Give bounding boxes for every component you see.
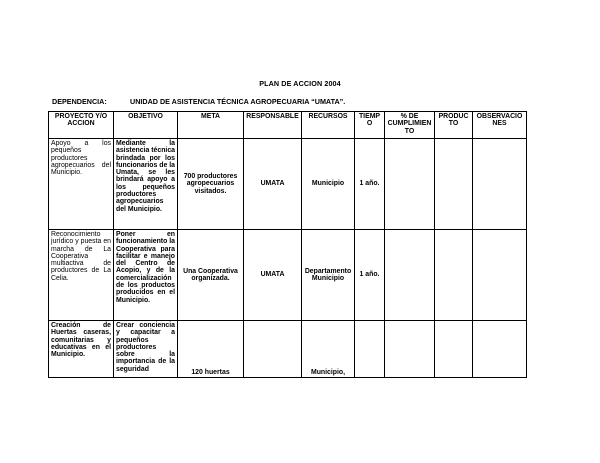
cell-cumplimiento bbox=[385, 321, 435, 378]
header-tiempo: TIEMPO bbox=[355, 112, 385, 139]
cell-meta: 700 productores agropecuarios visitados. bbox=[178, 139, 244, 230]
header-proyecto: PROYECTO Y/O ACCION bbox=[49, 112, 114, 139]
cell-proyecto: Creación de Huertas caseras, comunitarias y educativas en el Municipio. bbox=[49, 321, 114, 378]
cell-observaciones bbox=[473, 321, 527, 378]
cell-tiempo: 1 año. bbox=[355, 139, 385, 230]
action-plan-table bbox=[48, 111, 527, 378]
cell-tiempo: 1 año. bbox=[355, 230, 385, 321]
cell-objetivo: Mediante la asistencia técnica brindada por los funcionarios de la Umata, se les brindará apoyo a los pequeños productores agropecuarios del Municipio. bbox=[114, 139, 178, 230]
cell-objetivo: Poner en funcionamiento la Cooperativa para facilitar e manejo del Centro de Acopio, y de la comercialización de los productos producidos en el Municipio. bbox=[114, 230, 178, 321]
cell-recursos: Municipio, bbox=[302, 321, 355, 378]
cell-producto bbox=[435, 139, 473, 230]
cell-recursos: Departamento Municipio bbox=[302, 230, 355, 321]
cell-cumplimiento bbox=[385, 139, 435, 230]
header-observaciones: OBSERVACIONES bbox=[473, 112, 527, 139]
cell-cumplimiento bbox=[385, 230, 435, 321]
header-producto: PRODUCTO bbox=[435, 112, 473, 139]
cell-producto bbox=[435, 321, 473, 378]
header-cumplimiento: % DE CUMPLIMIENTO bbox=[385, 112, 435, 139]
header-meta: META bbox=[178, 112, 244, 139]
table-header-row bbox=[49, 112, 527, 139]
cell-objetivo: Crear conciencia y capacitar a pequeños productores sobre la importancia de la seguridad bbox=[114, 321, 178, 378]
header-recursos: RECURSOS bbox=[302, 112, 355, 139]
table-row bbox=[49, 321, 527, 378]
dependencia-line bbox=[52, 97, 345, 106]
cell-observaciones bbox=[473, 139, 527, 230]
cell-observaciones bbox=[473, 230, 527, 321]
table-row bbox=[49, 230, 527, 321]
cell-recursos: Municipio bbox=[302, 139, 355, 230]
cell-meta: Una Cooperativa organizada. bbox=[178, 230, 244, 321]
cell-responsable: UMATA bbox=[244, 139, 302, 230]
header-responsable: RESPONSABLE bbox=[244, 112, 302, 139]
cell-meta: 120 huertas bbox=[178, 321, 244, 378]
cell-proyecto: Reconocimiento jurídico y puesta en marcha de La Cooperativa multiactiva de productores de La Celia. bbox=[49, 230, 114, 321]
cell-proyecto: Apoyo a los pequeños productores agropecuarios del Municipio. bbox=[49, 139, 114, 230]
dependencia-value: UNIDAD DE ASISTENCIA TÉCNICA AGROPECUARIA “UMATA”. bbox=[130, 97, 346, 106]
cell-tiempo bbox=[355, 321, 385, 378]
dependencia-label: DEPENDENCIA: bbox=[52, 97, 107, 106]
cell-responsable bbox=[244, 321, 302, 378]
header-objetivo: OBJETIVO bbox=[114, 112, 178, 139]
cell-responsable: UMATA bbox=[244, 230, 302, 321]
page-title: PLAN DE ACCION 2004 bbox=[259, 79, 341, 88]
cell-producto bbox=[435, 230, 473, 321]
table-row bbox=[49, 139, 527, 230]
